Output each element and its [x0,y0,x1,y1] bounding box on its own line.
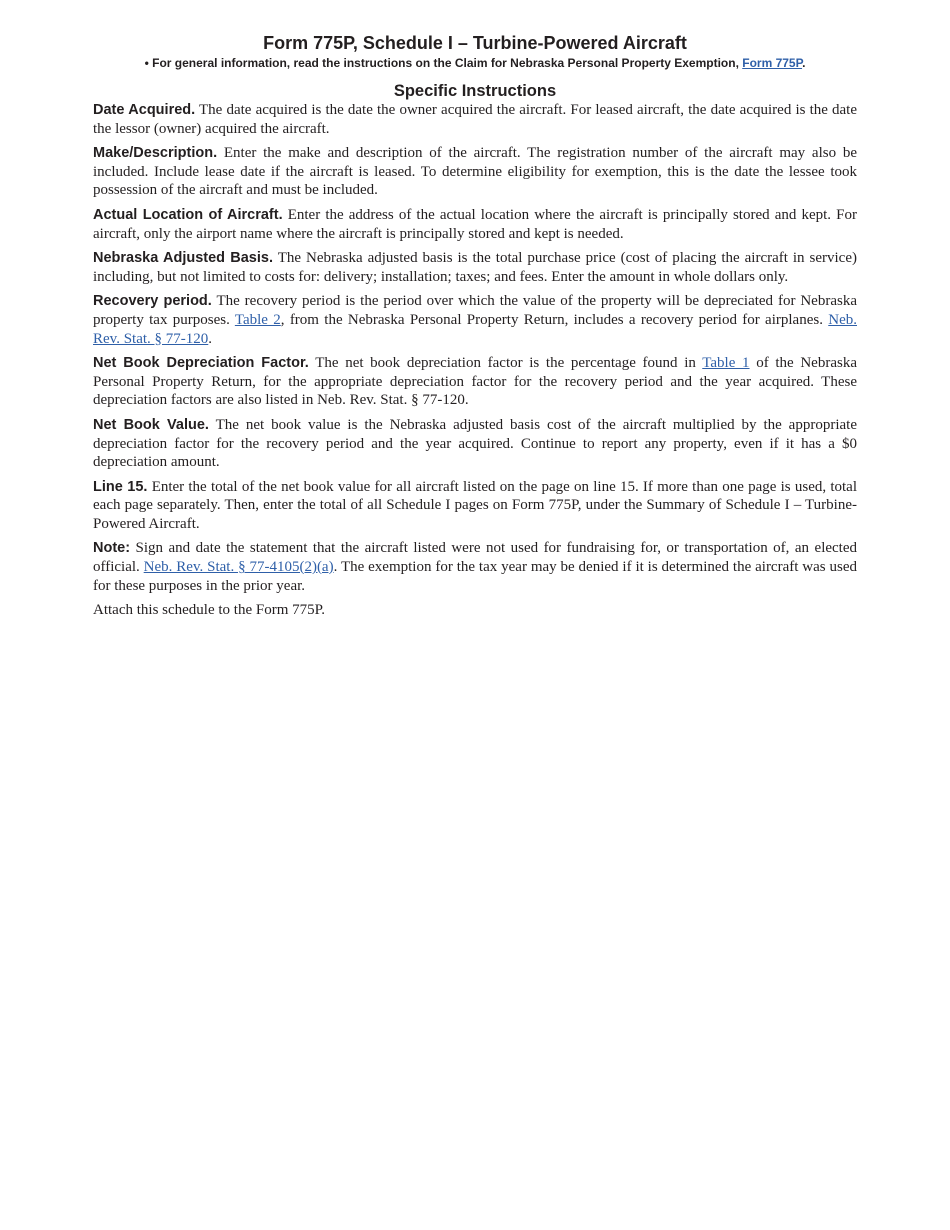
date-acquired-heading: Date Acquired. [93,102,196,118]
note-heading: Note: [93,540,131,557]
adjusted-basis-text: The Nebraska adjusted basis is the total purchase price (cost of placing the aircraft in service) including, but not limited to costs for: delivery; installation; taxes; and fees. Enter the amount in whole dollars only. [93,250,857,285]
general-info-end: . [802,56,806,70]
recovery-period-text-3: . [208,330,213,347]
adjusted-basis-paragraph [93,249,857,286]
note-text-2: . The exemption for the tax year may be denied if it is determined the aircraft was used for these purposes in the prior year. [93,559,857,594]
make-description-heading: Make/Description. [93,145,218,162]
net-book-value-text: The net book value is the Nebraska adjusted basis cost of the aircraft multiplied by the appropriate depreciation factor for the recovery period and the year acquired. Continue to report any property, even if it has a $0 depreciation amount. [93,416,857,471]
adjusted-basis-heading: Nebraska Adjusted Basis. [93,250,273,267]
statute-77-4105-link[interactable]: Neb. Rev. Stat. § 77-4105(2)(a) [143,559,334,576]
table-2-link[interactable]: Table 2 [234,311,281,328]
note-text-1: Sign and date the statement that the aircraft listed were not used for fundraising for, or transportation of, an elected official. [93,540,857,576]
table-1-link[interactable]: Table 1 [702,355,750,372]
line-15-heading: Line 15. [93,478,148,495]
section-title: Specific Instructions [393,82,557,100]
date-acquired-paragraph [93,101,857,138]
date-acquired-text: The date acquired is the date the owner acquired the aircraft. For leased aircraft, the date acquired is the date the lessor (owner) acquired the aircraft. [93,102,857,137]
actual-location-heading: Actual Location of Aircraft. [93,206,283,223]
recovery-period-heading: Recovery period. [93,293,212,310]
actual-location-text: Enter the address of the actual location where the aircraft is principally stored and kept. For aircraft, only the airport name where the aircraft is principally stored and kept is needed. [93,206,857,242]
page-title: Form 775P, Schedule I – Turbine-Powered Aircraft [263,33,687,53]
depreciation-factor-text-2: of the Nebraska Personal Property Return, for the appropriate depreciation factor for the recovery period and the year acquired. These depreciation factors are also listed in Neb. Rev. Stat. § 77-120. [93,355,857,409]
attach-paragraph: Attach this schedule to the Form 775P. [93,602,326,619]
recovery-period-text-1: The recovery period is the period over which the value of the property will be depreciated for Nebraska property tax purposes. [93,293,857,328]
depreciation-factor-heading: Net Book Depreciation Factor. [93,355,309,372]
actual-location-paragraph [93,206,857,243]
form-775p-link[interactable]: Form 775P [742,56,803,70]
recovery-period-paragraph [93,292,857,348]
note-paragraph [93,539,857,595]
statute-77-120-link[interactable]: Neb. Rev. Stat. § 77-120 [93,311,857,347]
line-15-text: Enter the total of the net book value for all aircraft listed on the page on line 15. If more than one page is used, total each page separately. Then, enter the total of all Schedule I pages on Form 775P, under the Summary of Schedule I – Turbine-Powered Aircraft. [93,478,857,532]
general-info-text: • For general information, read the instructions on the Claim for Nebraska Personal Property Exemption, [144,56,743,70]
depreciation-factor-paragraph [93,354,857,410]
instructions-page [93,32,857,626]
line-15-paragraph [93,478,857,534]
depreciation-factor-text-1: The net book depreciation factor is the percentage found in [308,355,703,372]
general-info-note [93,55,857,71]
recovery-period-text-2: , from the Nebraska Personal Property Return, includes a recovery period for airplanes. [280,311,829,328]
make-description-paragraph [93,144,857,200]
net-book-value-heading: Net Book Value. [93,416,209,433]
net-book-value-paragraph [93,416,857,472]
make-description-text: Enter the make and description of the aircraft. The registration number of the aircraft may also be included. Include lease date if the aircraft is leased. To determine eligibility for exemption, this is the date the lessee took possession of the aircraft and must be included. [93,145,857,199]
